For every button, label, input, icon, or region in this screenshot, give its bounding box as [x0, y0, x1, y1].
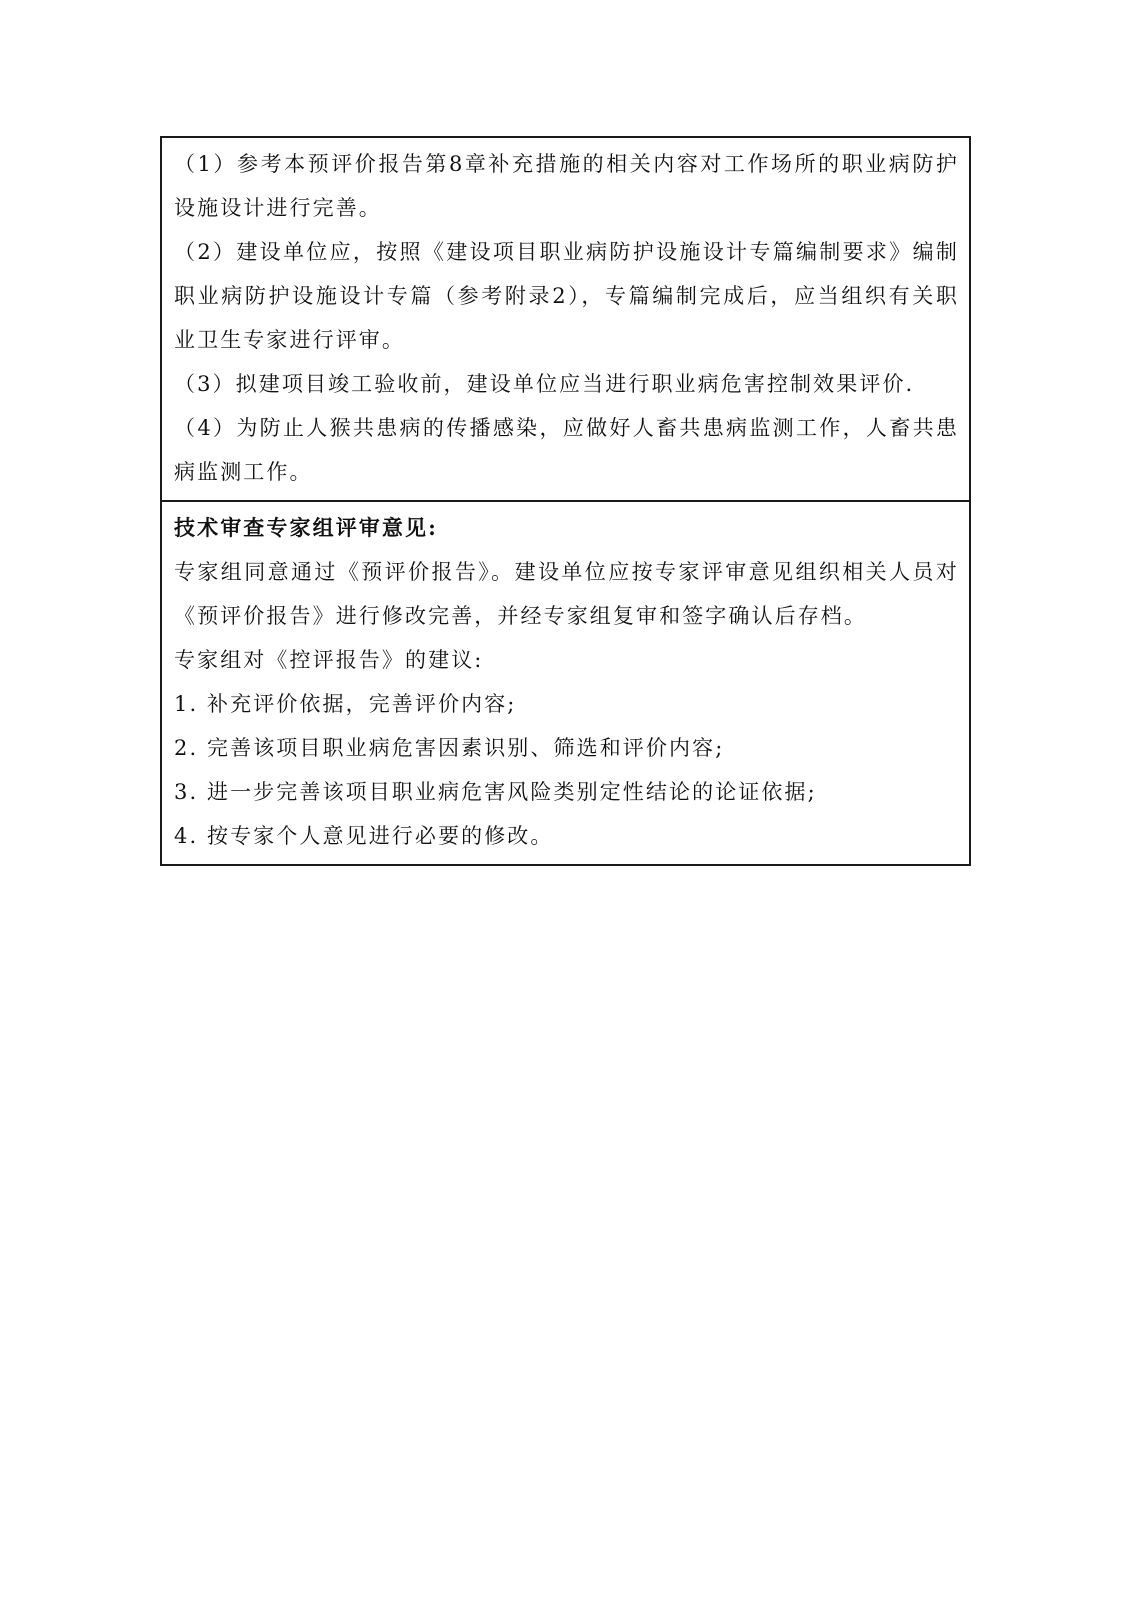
suggestions-intro: 专家组对《控评报告》的建议:: [174, 648, 484, 672]
measure-item-2: （2）建设单位应，按照《建设项目职业病防护设施设计专篇编制要求》编制职业病防护设施设计专篇（参考附录2），专篇编制完成后，应当组织有关职业卫生专家进行评审。: [174, 240, 959, 352]
measures-cell: [162, 138, 969, 500]
review-conclusion: 专家组同意通过《预评价报告》。建设单位应按专家评审意见组织相关人员对《预评价报告》进行修改完善，并经专家组复审和签字确认后存档。: [174, 560, 959, 628]
measure-item-4: （4）为防止人猴共患病的传播感染，应做好人畜共患病监测工作，人畜共患病监测工作。: [174, 416, 959, 484]
review-table: [160, 136, 971, 866]
expert-review-heading: 技术审查专家组评审意见:: [174, 515, 438, 540]
suggestion-item-1: 1. 补充评价依据，完善评价内容;: [174, 692, 517, 716]
suggestion-item-2: 2. 完善该项目职业病危害因素识别、筛选和评价内容;: [174, 736, 725, 760]
suggestion-item-4: 4. 按专家个人意见进行必要的修改。: [174, 824, 554, 848]
measure-item-1: （1）参考本预评价报告第8章补充措施的相关内容对工作场所的职业病防护设施设计进行完善。: [174, 152, 959, 220]
measure-item-3: （3）拟建项目竣工验收前，建设单位应当进行职业病危害控制效果评价.: [174, 372, 915, 396]
expert-review-cell: [162, 500, 969, 864]
suggestion-item-3: 3. 进一步完善该项目职业病危害风险类别定性结论的论证依据;: [174, 780, 817, 804]
